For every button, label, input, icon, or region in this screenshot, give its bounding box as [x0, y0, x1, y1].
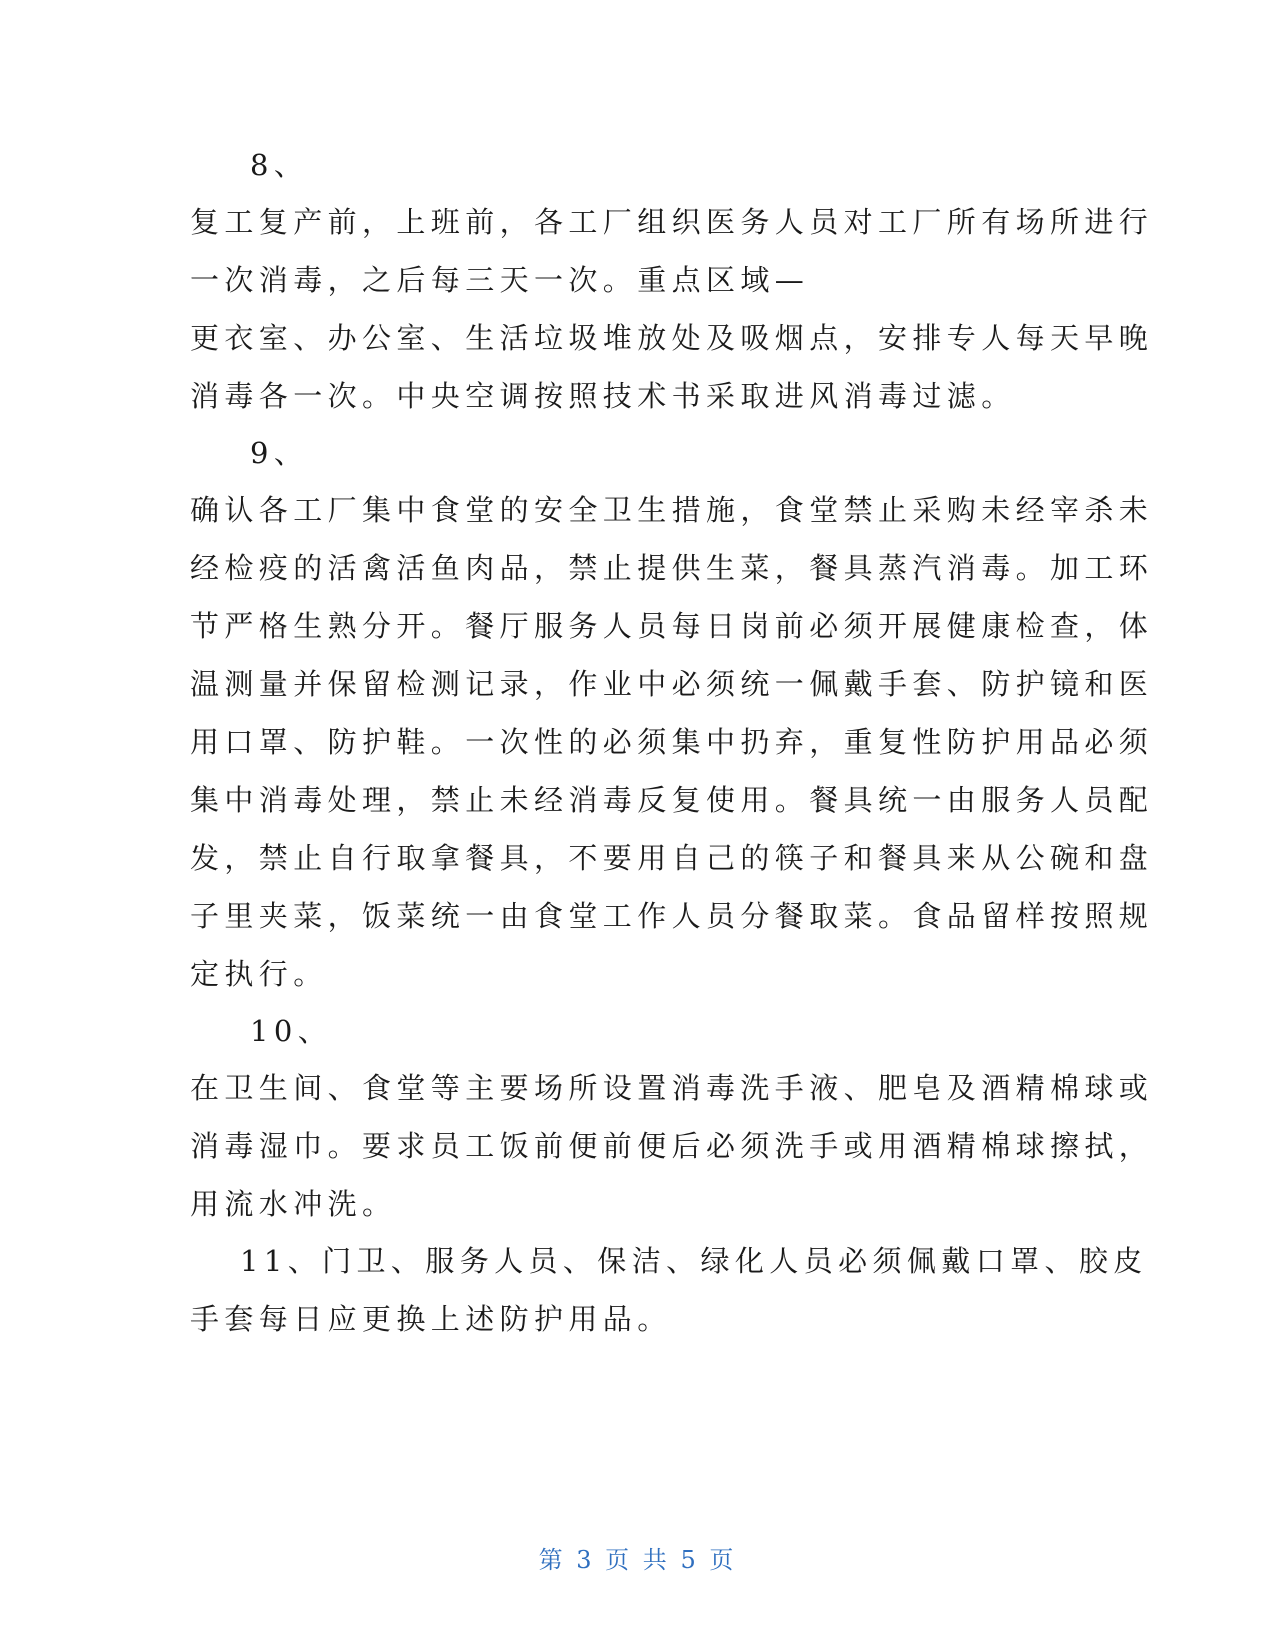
section-9-line: 定执行。 [190, 957, 328, 991]
section-11-line: 11、门卫、服务人员、保洁、绿化人员必须佩戴口罩、胶皮 [240, 1244, 1148, 1278]
section-8-line: 消毒各一次。中央空调按照技术书采取进风消毒过滤。 [190, 379, 1016, 413]
section-9-number: 9、 [250, 436, 309, 470]
section-11-line: 手套每日应更换上述防护用品。 [190, 1302, 672, 1336]
section-9-line: 经检疫的活禽活鱼肉品，禁止提供生菜，餐具蒸汽消毒。加工环 [190, 551, 1154, 585]
section-8-number: 8、 [250, 148, 309, 182]
page-number-footer: 第 3 页 共 5 页 [538, 1546, 737, 1574]
section-10-line: 消毒湿巾。要求员工饭前便前便后必须洗手或用酒精棉球擦拭， [190, 1129, 1154, 1163]
section-9-line: 子里夹菜，饭菜统一由食堂工作人员分餐取菜。食品留样按照规 [190, 899, 1154, 933]
section-9-line: 发，禁止自行取拿餐具，不要用自己的筷子和餐具来从公碗和盘 [190, 841, 1154, 875]
section-9-line: 温测量并保留检测记录，作业中必须统一佩戴手套、防护镜和医 [190, 667, 1154, 701]
section-8-line: 复工复产前，上班前，各工厂组织医务人员对工厂所有场所进行 [190, 205, 1154, 239]
section-8-line: 一次消毒，之后每三天一次。重点区域— [190, 263, 810, 297]
section-8-line: 更衣室、办公室、生活垃圾堆放处及吸烟点，安排专人每天早晚 [190, 321, 1154, 355]
section-10-line: 用流水冲洗。 [190, 1187, 397, 1221]
section-10-number: 10、 [250, 1014, 333, 1048]
section-10-line: 在卫生间、食堂等主要场所设置消毒洗手液、肥皂及酒精棉球或 [190, 1071, 1154, 1105]
section-9-line: 集中消毒处理，禁止未经消毒反复使用。餐具统一由服务人员配 [190, 783, 1154, 817]
section-9-line: 用口罩、防护鞋。一次性的必须集中扔弃，重复性防护用品必须 [190, 725, 1154, 759]
section-9-line: 确认各工厂集中食堂的安全卫生措施，食堂禁止采购未经宰杀未 [190, 493, 1154, 527]
section-9-line: 节严格生熟分开。餐厅服务人员每日岗前必须开展健康检查，体 [190, 609, 1154, 643]
